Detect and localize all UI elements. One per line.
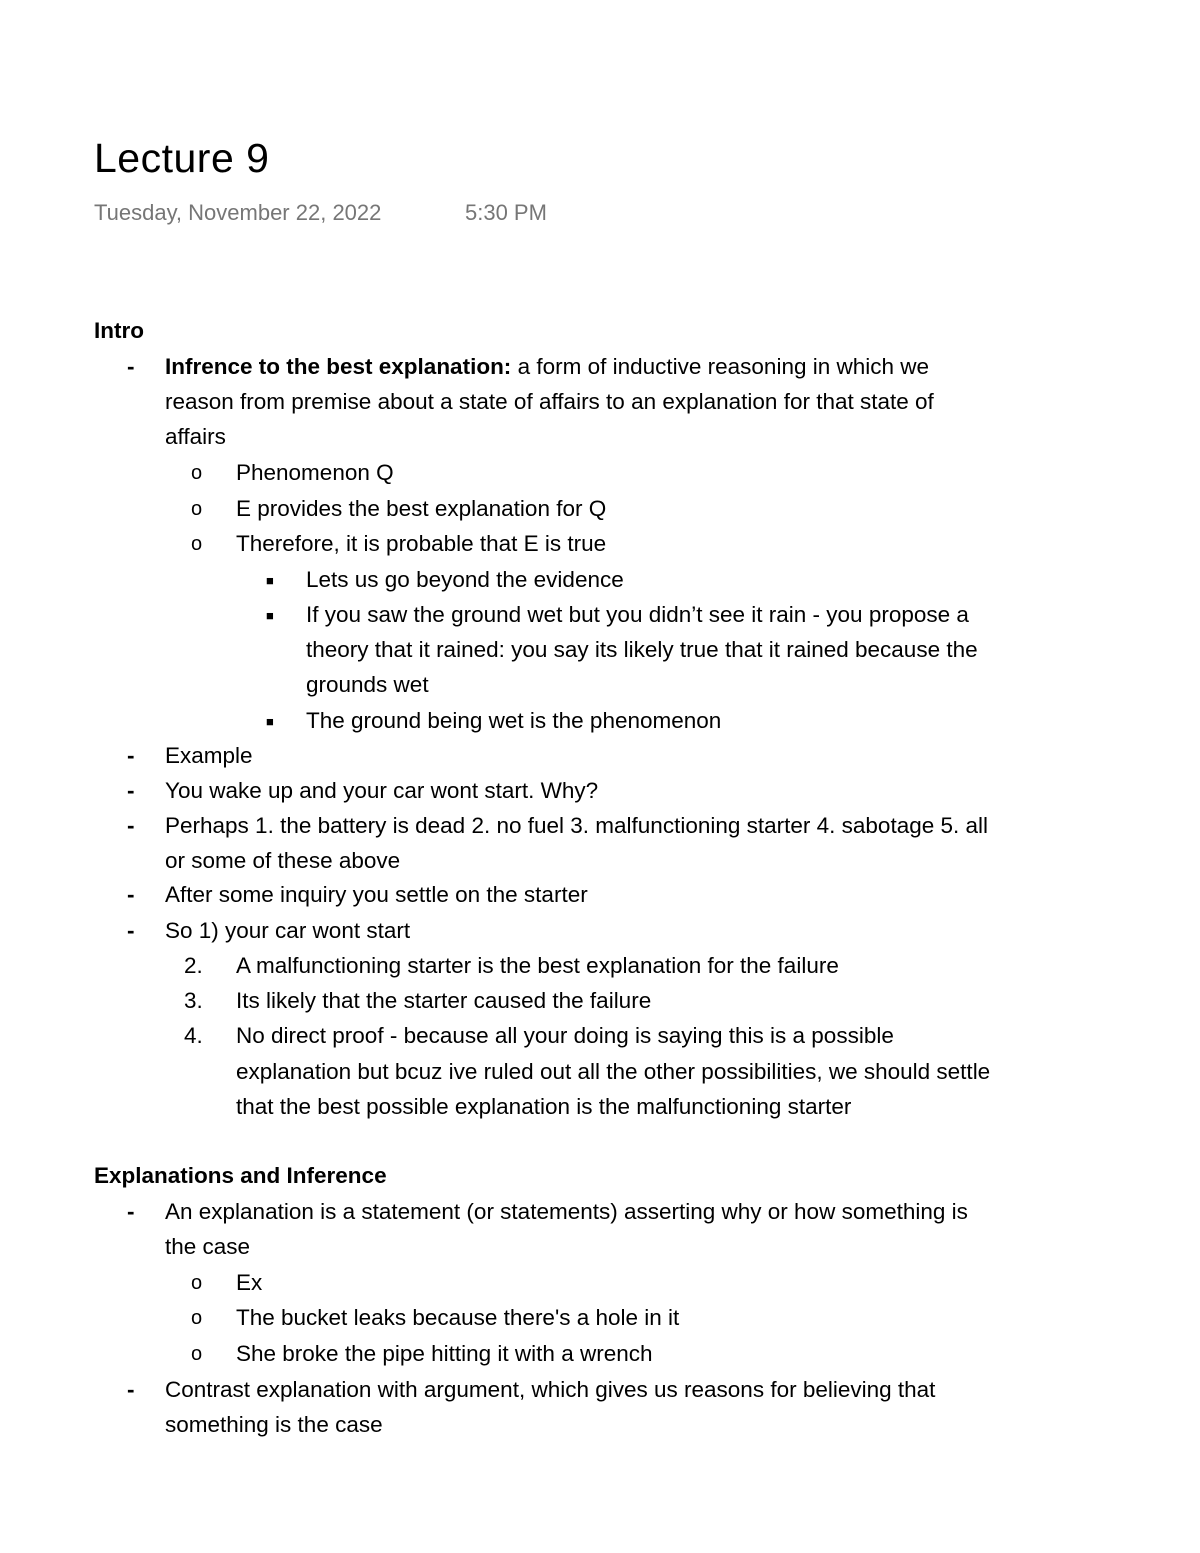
list-item: E provides the best explanation for Q: [236, 496, 607, 521]
list-number: 3.: [184, 988, 203, 1013]
circle-bullet: o: [191, 1307, 203, 1329]
list-item: If you saw the ground wet but you didn’t see it rain - you propose a: [306, 602, 969, 627]
dash-bullet: -: [127, 354, 135, 379]
list-item: The bucket leaks because there's a hole in it: [236, 1305, 680, 1330]
circle-bullet: o: [191, 533, 203, 555]
list-number: 2.: [184, 953, 203, 978]
definition-text: a form of inductive reasoning in which we: [511, 354, 930, 379]
circle-bullet: o: [191, 462, 203, 484]
list-item: She broke the pipe hitting it with a wrench: [236, 1341, 653, 1366]
page-title: Lecture 9: [94, 135, 270, 181]
list-item: Phenomenon Q: [236, 460, 394, 485]
note-date: Tuesday, November 22, 2022: [94, 200, 382, 225]
list-number: 4.: [184, 1023, 203, 1048]
list-item: An explanation is a statement (or statements) asserting why or how something is: [165, 1199, 968, 1224]
list-item: Perhaps 1. the battery is dead 2. no fuel 3. malfunctioning starter 4. sabotage 5. all: [165, 813, 989, 838]
circle-bullet: o: [191, 1272, 203, 1294]
square-bullet: ■: [266, 714, 274, 729]
list-item: You wake up and your car wont start. Why?: [165, 778, 599, 803]
list-item: Ex: [236, 1270, 263, 1295]
numbered-item-continued: that the best possible explanation is the malfunctioning starter: [236, 1094, 852, 1119]
numbered-item: Its likely that the starter caused the failure: [236, 988, 652, 1013]
dash-bullet: -: [127, 743, 135, 768]
dash-bullet: -: [127, 778, 135, 803]
square-bullet: ■: [266, 608, 274, 623]
numbered-item: A malfunctioning starter is the best explanation for the failure: [236, 953, 839, 978]
definition-line: affairs: [165, 424, 226, 449]
circle-bullet: o: [191, 1343, 203, 1365]
numbered-item: No direct proof - because all your doing is saying this is a possible: [236, 1023, 894, 1048]
dash-bullet: -: [127, 1199, 135, 1224]
list-item: Example: [165, 743, 253, 768]
circle-bullet: o: [191, 498, 203, 520]
list-item: After some inquiry you settle on the starter: [165, 882, 588, 907]
section-heading-explanations: Explanations and Inference: [94, 1163, 387, 1188]
note-time: 5:30 PM: [465, 200, 547, 225]
definition-term: Infrence to the best explanation:: [165, 354, 512, 379]
list-item: Lets us go beyond the evidence: [306, 567, 624, 592]
list-item: Therefore, it is probable that E is true: [236, 531, 607, 556]
list-item-continued: or some of these above: [165, 848, 401, 873]
square-bullet: ■: [266, 573, 274, 588]
list-item-continued: theory that it rained: you say its likely true that it rained because the: [306, 637, 978, 662]
list-item: So 1) your car wont start: [165, 918, 411, 943]
definition-line: reason from premise about a state of affairs to an explanation for that state of: [165, 389, 934, 414]
list-item-continued: the case: [165, 1234, 251, 1259]
dash-bullet: -: [127, 813, 135, 838]
numbered-item-continued: explanation but bcuz ive ruled out all the other possibilities, we should settle: [236, 1059, 991, 1084]
dash-bullet: -: [127, 882, 135, 907]
section-heading-intro: Intro: [94, 318, 144, 343]
list-item-continued: something is the case: [165, 1412, 383, 1437]
list-item: The ground being wet is the phenomenon: [306, 708, 722, 733]
list-item-continued: grounds wet: [306, 672, 429, 697]
dash-bullet: -: [127, 918, 135, 943]
list-item: Contrast explanation with argument, which gives us reasons for believing that: [165, 1377, 936, 1402]
definition-line: [165, 352, 929, 382]
dash-bullet: -: [127, 1377, 135, 1402]
